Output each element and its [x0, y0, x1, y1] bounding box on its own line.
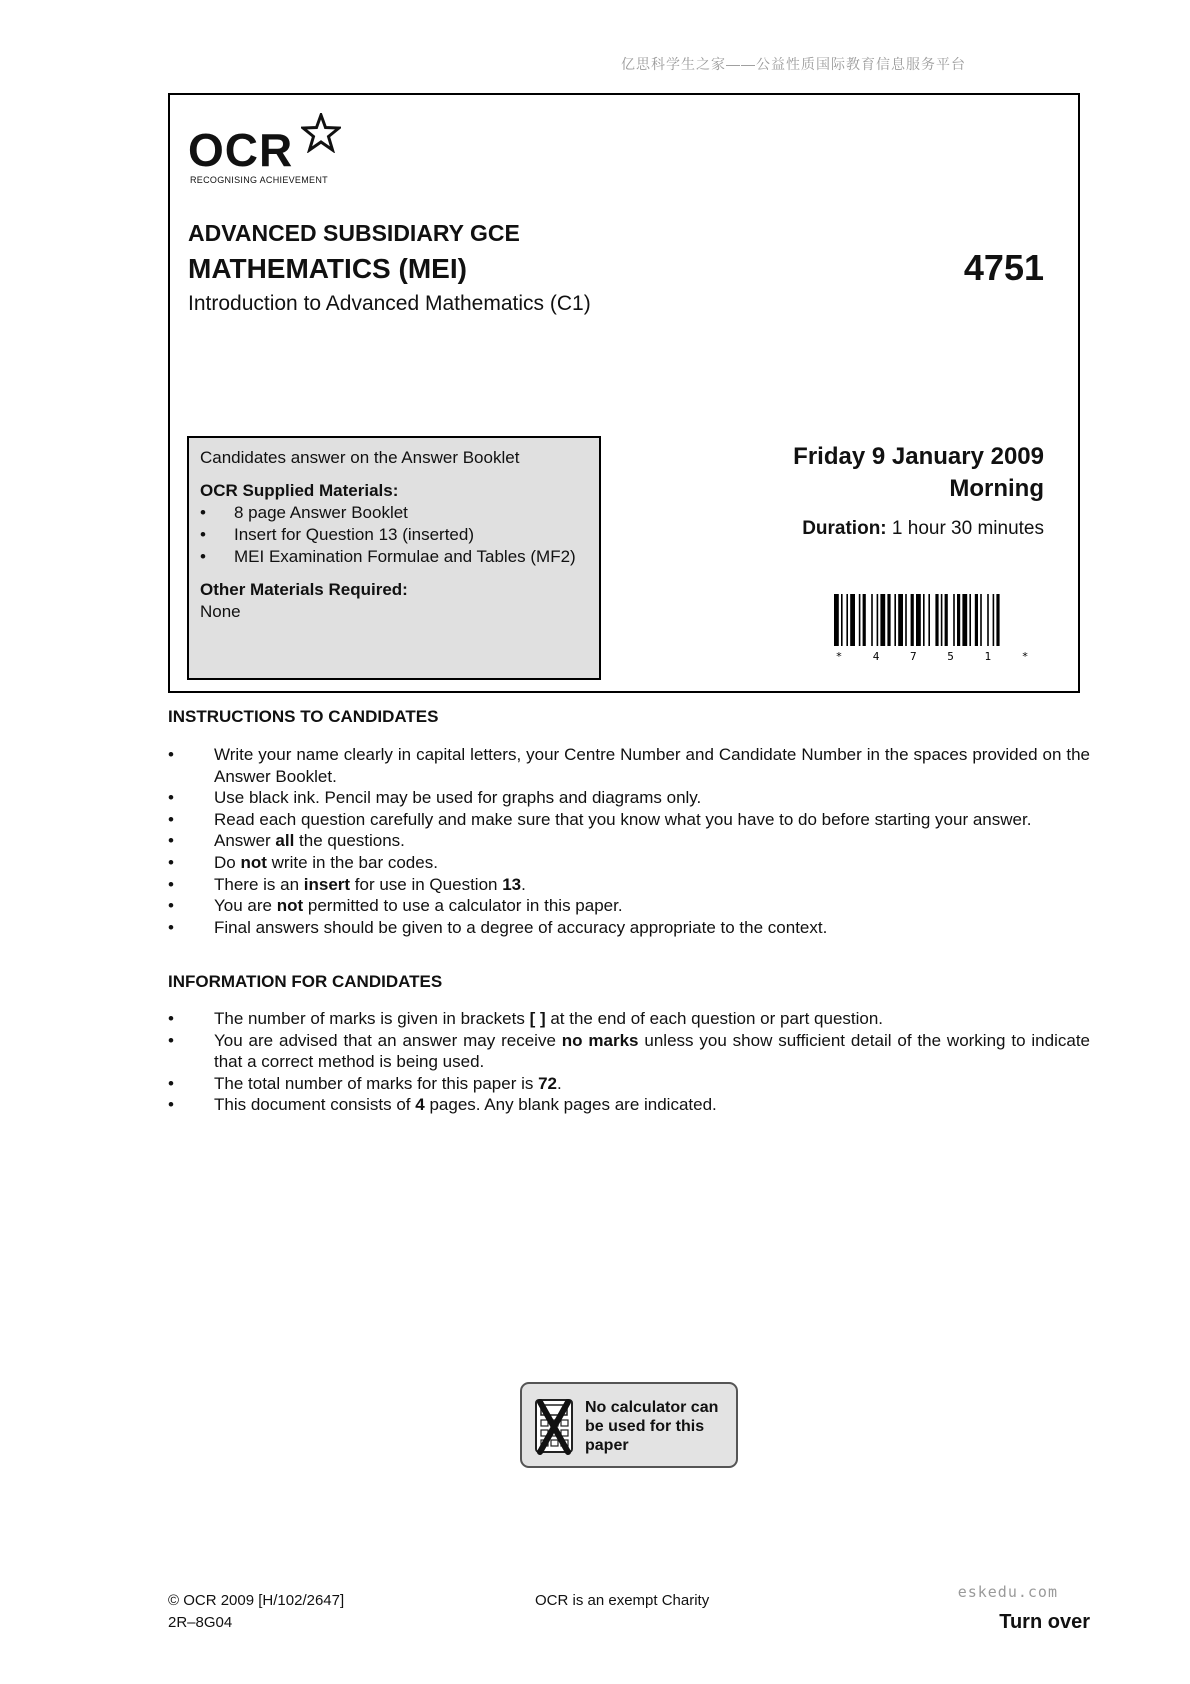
barcode-bar: [953, 594, 955, 646]
supplied-materials-list: [200, 502, 588, 568]
exam-date-block: [793, 441, 1044, 505]
notice-line: paper: [585, 1437, 629, 1454]
item-text: write in the bar codes.: [266, 852, 438, 872]
qualification-level: ADVANCED SUBSIDIARY GCE: [188, 220, 520, 246]
duration-value: 1 hour 30 minutes: [891, 518, 1044, 539]
list-item: • MEI Examination Formulae and Tables (MF2): [200, 546, 588, 568]
unit-title: Introduction to Advanced Mathematics (C1): [188, 292, 591, 315]
no-calculator-notice: [520, 1382, 738, 1468]
exam-date: Friday 9 January 2009: [793, 443, 1044, 470]
information-heading: INFORMATION FOR CANDIDATES: [168, 972, 443, 991]
ocr-logo: [188, 113, 358, 193]
item-text: Final answers should be given to a degree of accuracy appropriate to the context.: [214, 917, 828, 937]
emphasis-text: [ ]: [529, 1009, 546, 1028]
barcode-bar: [877, 594, 879, 646]
copyright: © OCR 2009 [H/102/2647]: [168, 1592, 345, 1609]
answer-note: Candidates answer on the Answer Booklet: [200, 448, 520, 467]
list-item: [168, 852, 1090, 874]
list-item: [168, 1094, 1090, 1116]
item-text: .: [557, 1073, 562, 1093]
exam-duration: [802, 518, 1044, 540]
exam-session: Morning: [949, 475, 1044, 502]
barcode-bar: [935, 594, 938, 646]
barcode-bar: [841, 594, 843, 646]
list-item: [168, 895, 1090, 917]
supplied-materials-heading: OCR Supplied Materials:: [200, 481, 399, 500]
emphasis-text: not: [276, 896, 304, 916]
barcode-bar: [945, 594, 948, 646]
materials-box: [187, 436, 601, 680]
subject-title: MATHEMATICS (MEI): [188, 253, 467, 284]
barcode-bar: [993, 594, 995, 646]
barcode-bar: [905, 594, 907, 646]
paper-code: 4751: [963, 247, 1044, 288]
footer-watermark: eskedu.com: [957, 1583, 1058, 1601]
barcode-bar: [863, 594, 866, 646]
list-item: [168, 809, 1090, 831]
logo-wordmark: OCR: [188, 124, 294, 176]
barcode-bar: [871, 594, 873, 646]
barcode-bar: [987, 594, 989, 646]
barcode-bar: [894, 594, 896, 646]
top-watermark: 亿思科学生之家——公益性质国际教育信息服务平台: [621, 56, 966, 72]
item-text: Read each question carefully and make sure that you know what you have to do before starting your answer.: [214, 809, 1032, 829]
list-item: [168, 1073, 1090, 1095]
crossed-out-calculator-icon: [534, 1398, 578, 1456]
item-text: Write your name clearly in capital letters, your Centre Number and Candidate Number in the spaces provided on the Answer Booklet.: [214, 745, 1090, 786]
item-text: The number of marks is given in brackets: [214, 1009, 530, 1028]
instructions-list: [168, 744, 1090, 938]
barcode-bar: [957, 594, 960, 646]
barcode-bar: [887, 594, 890, 646]
barcode-bar: [880, 594, 885, 646]
item-text: You are advised that an answer may receive: [214, 1030, 562, 1050]
list-item: [168, 787, 1090, 809]
list-item: • 8 page Answer Booklet: [200, 502, 588, 524]
barcode-bar: [980, 594, 982, 646]
list-item: [168, 917, 1090, 939]
barcode-text: * 4 7 5 1 *: [835, 650, 1041, 662]
information-list: [168, 1008, 1090, 1116]
barcode-bar: [923, 594, 925, 646]
item-text: The total number of marks for this paper is: [214, 1073, 539, 1093]
item-text: pages. Any blank pages are indicated.: [424, 1095, 717, 1115]
barcode-bar: [846, 594, 848, 646]
cover-box: [168, 93, 1080, 693]
barcode-bar: [941, 594, 943, 646]
notice-line: be used for this: [585, 1418, 705, 1435]
no-calculator-text: [585, 1398, 718, 1455]
barcode-bar: [962, 594, 967, 646]
list-item: [168, 1008, 1090, 1030]
other-materials-heading: Other Materials Required:: [200, 580, 408, 599]
other-materials-value: None: [200, 602, 241, 621]
emphasis-text: not: [240, 852, 267, 872]
barcode: [832, 594, 1044, 662]
notice-line: No calculator can: [585, 1399, 719, 1416]
item-text: permitted to use a calculator in this paper.: [303, 896, 623, 916]
item-text: There is an: [214, 874, 304, 894]
item-text: This document consists of: [214, 1095, 416, 1115]
list-item: [168, 830, 1090, 852]
item-text: at the end of each question or part question.: [545, 1009, 884, 1028]
list-item: • Insert for Question 13 (inserted): [200, 524, 588, 546]
item-text: unless you show sufficient detail of the working to indicate that a correct method is being used.: [214, 1030, 1090, 1072]
charity-note: OCR is an exempt Charity: [535, 1592, 710, 1609]
emphasis-text: no marks: [561, 1030, 639, 1050]
barcode-bar: [898, 594, 903, 646]
barcode-bar: [928, 594, 930, 646]
item-text: Answer: [214, 831, 276, 851]
barcode-bar: [911, 594, 914, 646]
list-item: [168, 1030, 1090, 1073]
emphasis-text: insert: [303, 874, 351, 894]
barcode-bar: [996, 594, 999, 646]
duration-label: Duration:: [802, 518, 887, 539]
paper-reference: 2R–8G04: [168, 1614, 233, 1631]
turn-over: Turn over: [999, 1611, 1090, 1633]
barcode-bar: [850, 594, 855, 646]
item-text: .: [521, 874, 526, 894]
item-text: You are: [214, 896, 277, 916]
emphasis-text: all: [275, 831, 295, 851]
item-text: Do: [214, 852, 241, 872]
star-icon: [301, 113, 341, 153]
emphasis-text: 4: [415, 1095, 425, 1115]
barcode-bar: [975, 594, 978, 646]
barcode-bar: [969, 594, 971, 646]
barcode-bar: [916, 594, 921, 646]
item-text: Use black ink. Pencil may be used for graphs and diagrams only.: [214, 788, 702, 808]
emphasis-text: 13: [502, 874, 522, 894]
emphasis-text: 72: [538, 1073, 558, 1093]
item-text: the questions.: [294, 831, 405, 851]
barcode-bar: [859, 594, 861, 646]
list-item: [168, 744, 1090, 787]
logo-tagline: RECOGNISING ACHIEVEMENT: [190, 175, 328, 185]
list-item: [168, 874, 1090, 896]
item-text: for use in Question: [350, 874, 503, 894]
instructions-heading: INSTRUCTIONS TO CANDIDATES: [168, 707, 439, 726]
barcode-bar: [834, 594, 839, 646]
